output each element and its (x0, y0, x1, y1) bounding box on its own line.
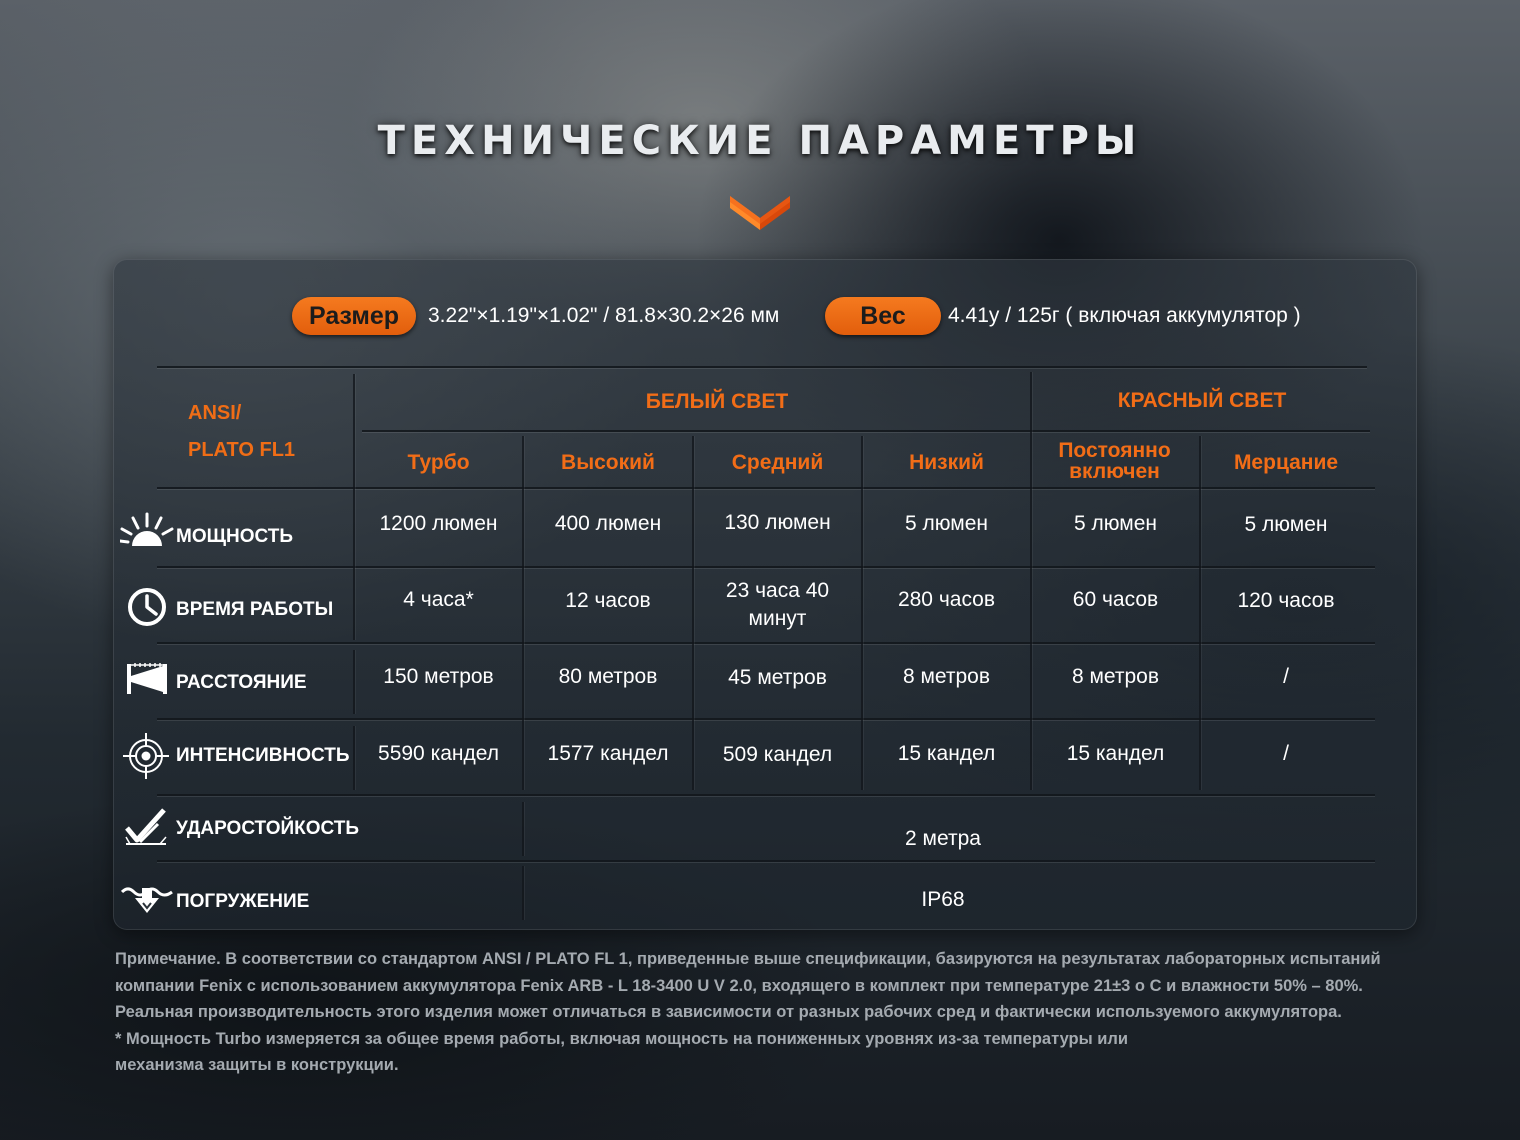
mode-header-high: Высокий (561, 451, 655, 474)
divider (157, 860, 1375, 862)
standard-label: ANSI/ (188, 402, 242, 424)
cell-intensity-medium: 509 кандел (722, 743, 833, 766)
submersion-icon (121, 883, 173, 915)
row-label-distance: РАССТОЯНИЕ (176, 672, 307, 693)
cell-power-medium: 130 люмен (724, 511, 831, 534)
row-label-runtime: ВРЕМЯ РАБОТЫ (176, 599, 334, 620)
red-light-header: КРАСНЫЙ СВЕТ (1117, 389, 1287, 412)
cell-power-low: 5 люмен (905, 512, 988, 535)
cell-distance-turbo: 150 метров (383, 665, 494, 688)
white-light-header: БЕЛЫЙ СВЕТ (645, 390, 789, 413)
cell-runtime-high: 12 часов (565, 589, 651, 612)
standard-label: PLATO FL1 (188, 439, 296, 461)
cell-distance-high: 80 метров (558, 665, 658, 688)
clock-icon (127, 587, 167, 627)
size-value: 3.22"×1.19"×1.02" / 81.8×30.2×26 мм (428, 304, 780, 327)
size-badge: Размер (292, 297, 416, 335)
cell-power-steady: 5 люмен (1074, 512, 1157, 535)
divider (362, 430, 1370, 432)
cell-distance-flash: / (1283, 665, 1289, 688)
mode-header-flash: Мерцание (1233, 451, 1339, 474)
cell-runtime-steady: 60 часов (1072, 588, 1159, 611)
row-label-impact: УДАРОСТОЙКОСТЬ (176, 818, 360, 839)
cell-runtime-flash: 120 часов (1237, 589, 1335, 612)
mode-header-turbo: Турбо (407, 451, 470, 474)
cell-intensity-steady: 15 кандел (1066, 742, 1165, 765)
cell-power-turbo: 1200 люмен (379, 512, 498, 535)
divider (157, 566, 1375, 568)
row-label-power: МОЩНОСТЬ (176, 526, 293, 547)
footnote-main: Примечание. В соответствии со стандартом ANSI / PLATO FL 1, приведенные выше спецификации, базируются на результатах лабораторных испытаний компании Fenix с использованием аккумулятора Fenix ARB - L 18-3400 U V 2.0, входящего в комплект при температуре 21±3 о С и влажности 50% – 80%. Реальная производительность этого изделия может отличаться в зависимости от разных рабочих сред и фактически используемого аккумулятора. (115, 950, 1381, 1021)
cell-runtime-low: 280 часов (897, 588, 996, 611)
brightness-icon (120, 512, 174, 546)
cell-power-flash: 5 люмен (1244, 513, 1328, 536)
cell-impact-value: 2 метра (905, 827, 981, 850)
mode-header-low: Низкий (909, 451, 984, 474)
divider (157, 718, 1375, 720)
mode-header-medium: Средний (731, 451, 824, 474)
weight-value: 4.41у / 125г ( включая аккумулятор ) (948, 304, 1301, 327)
cell-distance-medium: 45 метров (728, 666, 827, 689)
footnote-turbo: * Мощность Turbo измеряется за общее время работы, включая мощность на пониженных уровнях из-за температуры или механизма защиты в конструкции. (115, 1029, 1129, 1074)
chevron-down-icon (730, 188, 790, 230)
cell-intensity-low: 15 кандел (897, 742, 996, 765)
cell-submersion-value: IP68 (921, 888, 965, 911)
cell-distance-low: 8 метров (902, 665, 991, 688)
weight-badge: Вес (825, 297, 941, 335)
row-label-submersion: ПОГРУЖЕНИЕ (176, 891, 310, 912)
divider (692, 436, 694, 790)
cell-distance-steady: 8 метров (1071, 665, 1160, 688)
cell-runtime-turbo: 4 часа* (403, 588, 474, 611)
footnote (115, 946, 1405, 1079)
cell-intensity-high: 1577 кандел (547, 742, 669, 765)
mode-header-steady: Постоянно включен (1058, 439, 1171, 483)
beam-distance-icon (126, 662, 168, 696)
divider (1030, 372, 1032, 790)
divider (157, 366, 1367, 368)
cell-intensity-turbo: 5590 кандел (378, 742, 499, 765)
cell-power-high: 400 люмен (554, 512, 662, 535)
divider (157, 794, 1375, 796)
row-label-intensity: ИНТЕНСИВНОСТЬ (176, 745, 350, 766)
impact-resistance-icon (124, 808, 168, 846)
cell-runtime-medium: 23 часа 40 минут (725, 579, 830, 630)
target-icon (122, 732, 170, 780)
divider (157, 487, 1375, 489)
cell-intensity-flash: / (1283, 742, 1289, 765)
divider (157, 642, 1375, 644)
page-title: ТЕХНИЧЕСКИЕ ПАРАМЕТРЫ (377, 118, 1143, 164)
